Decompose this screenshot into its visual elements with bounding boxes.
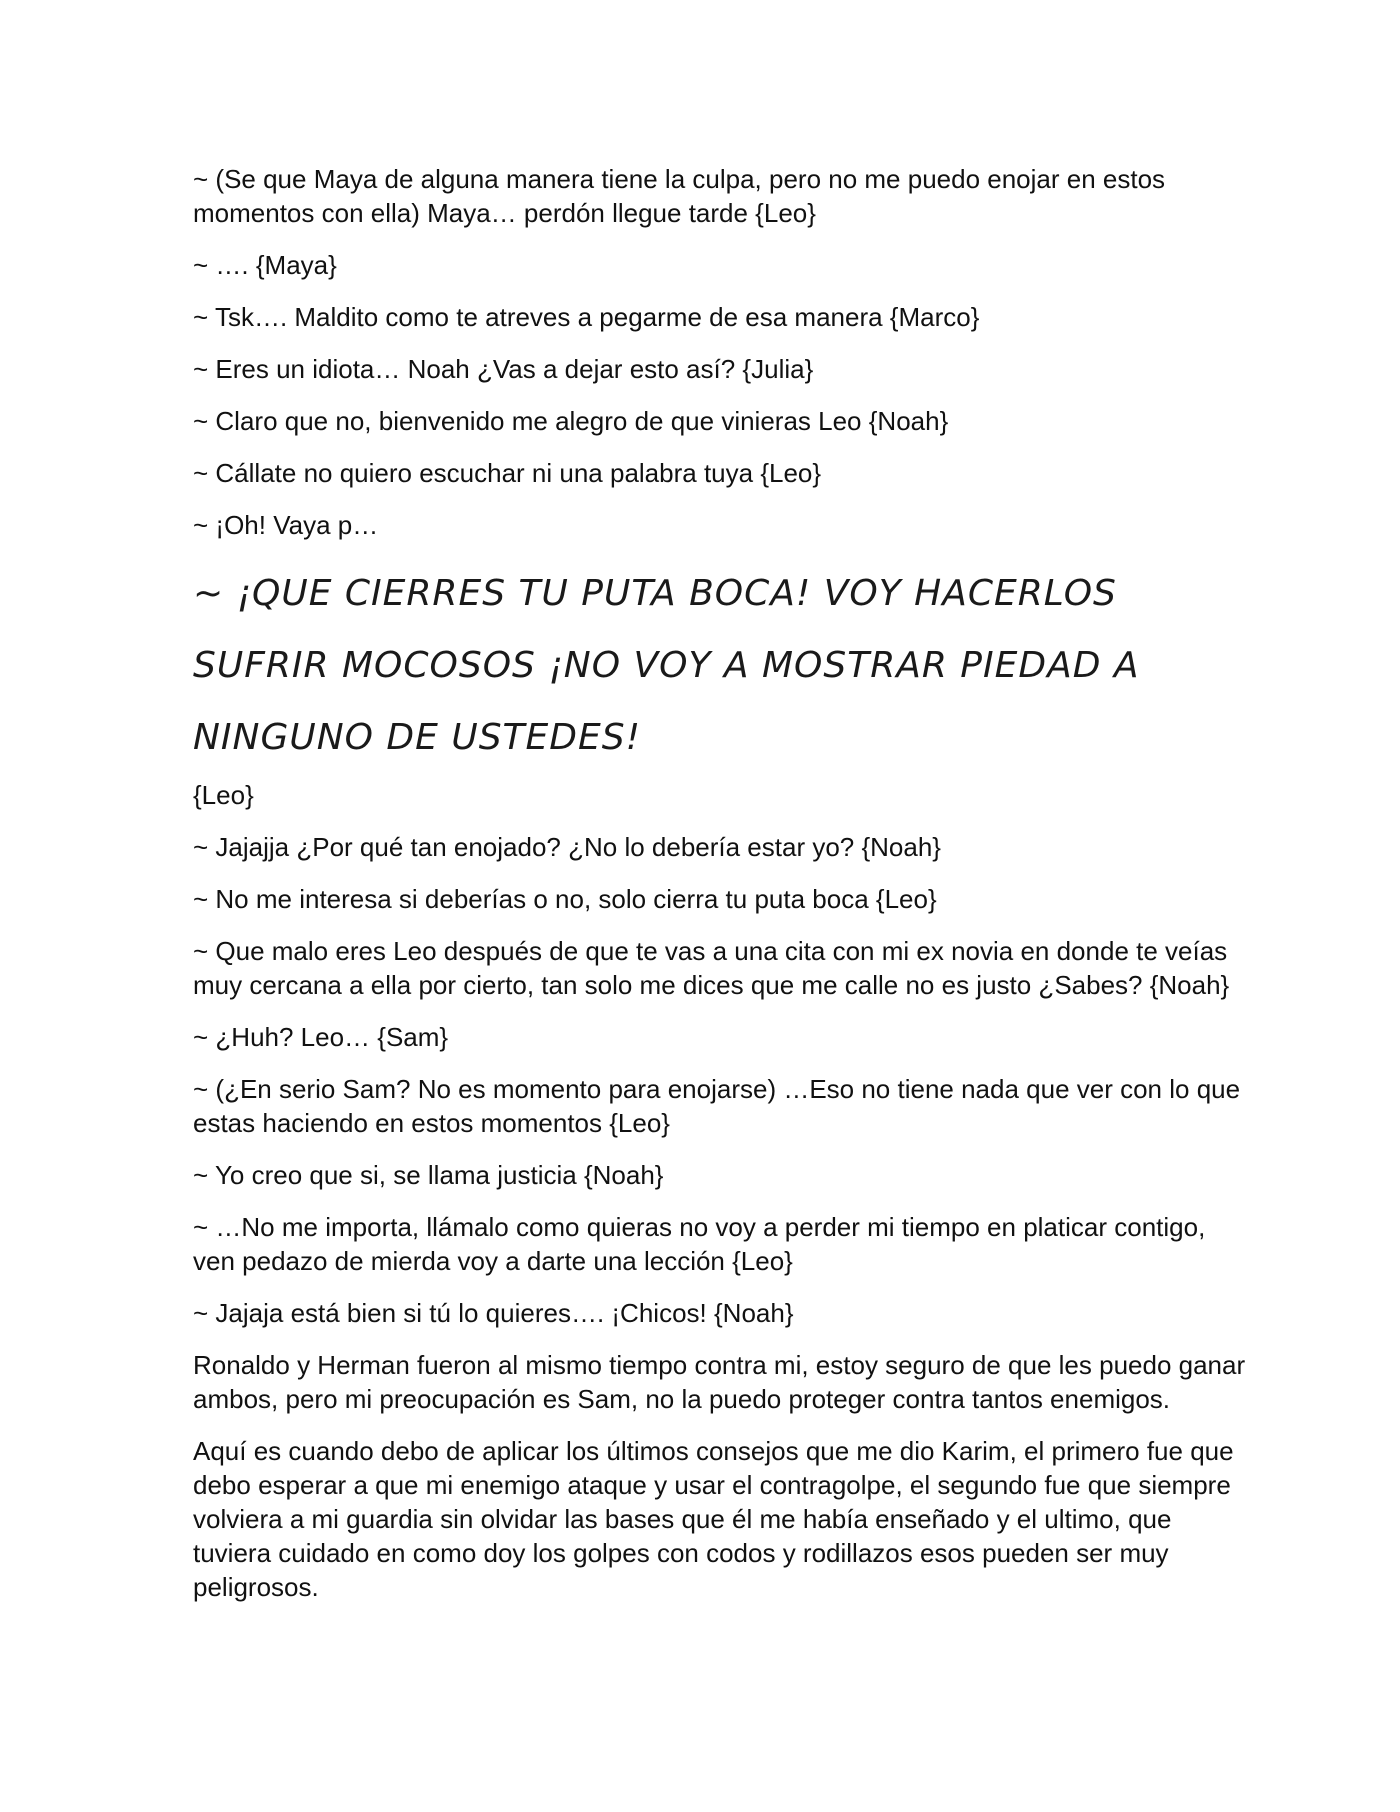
dialogue-line: ~ ¿Huh? Leo… {Sam} <box>193 1022 449 1052</box>
dialogue-line: ~ (Se que Maya de alguna manera tiene la culpa, pero no me puedo enojar en estos momentos con ella) Maya… perdón llegue tarde {Leo} <box>193 164 1166 228</box>
dialogue-line: ~ Eres un idiota… Noah ¿Vas a dejar esto así? {Julia} <box>193 354 814 384</box>
narration-paragraph: Ronaldo y Herman fueron al mismo tiempo contra mi, estoy seguro de que les puedo ganar ambos, pero mi preocupación es Sam, no la puedo proteger contra tantos enemigos. <box>193 1350 1246 1414</box>
dialogue-line: ~ Jajajja ¿Por qué tan enojado? ¿No lo debería estar yo? {Noah} <box>193 832 941 862</box>
narration-paragraph: Aquí es cuando debo de aplicar los últimos consejos que me dio Karim, el primero fue que debo esperar a que mi enemigo ataque y usar el contragolpe, el segundo fue que siempre volviera a mi guardia sin olvidar las bases que él me había enseñado y el ultimo, que tuviera cuidado en como doy los golpes con codos y rodillazos esos pueden ser muy peligrosos. <box>193 1436 1234 1602</box>
dialogue-line: ~ ¡Oh! Vaya p… <box>193 510 379 540</box>
speaker-tag: {Leo} <box>193 780 254 810</box>
document-body <box>193 162 1253 1604</box>
dialogue-line: ~ …No me importa, llámalo como quieras no voy a perder mi tiempo en platicar contigo, ven pedazo de mierda voy a darte una lección {Leo} <box>193 1212 1206 1276</box>
dialogue-line: ~ No me interesa si deberías o no, solo cierra tu puta boca {Leo} <box>193 884 937 914</box>
shouted-dialogue-line: ~ ¡QUE CIERRES TU PUTA BOCA! VOY HACERLOS SUFRIR MOCOSOS ¡NO VOY A MOSTRAR PIEDAD A NINGUNO DE USTEDES! <box>193 573 1140 758</box>
dialogue-line: ~ …. {Maya} <box>193 250 337 280</box>
dialogue-line: ~ (¿En serio Sam? No es momento para enojarse) …Eso no tiene nada que ver con lo que estas haciendo en estos momentos {Leo} <box>193 1074 1241 1138</box>
dialogue-line: ~ Cállate no quiero escuchar ni una palabra tuya {Leo} <box>193 458 822 488</box>
dialogue-line: ~ Que malo eres Leo después de que te vas a una cita con mi ex novia en donde te veías muy cercana a ella por cierto, tan solo me dices que me calle no es justo ¿Sabes? {Noah} <box>193 936 1230 1000</box>
dialogue-line: ~ Yo creo que si, se llama justicia {Noah} <box>193 1160 664 1190</box>
dialogue-line: ~ Tsk…. Maldito como te atreves a pegarme de esa manera {Marco} <box>193 302 980 332</box>
dialogue-line: ~ Claro que no, bienvenido me alegro de que vinieras Leo {Noah} <box>193 406 949 436</box>
dialogue-line: ~ Jajaja está bien si tú lo quieres…. ¡Chicos! {Noah} <box>193 1298 794 1328</box>
